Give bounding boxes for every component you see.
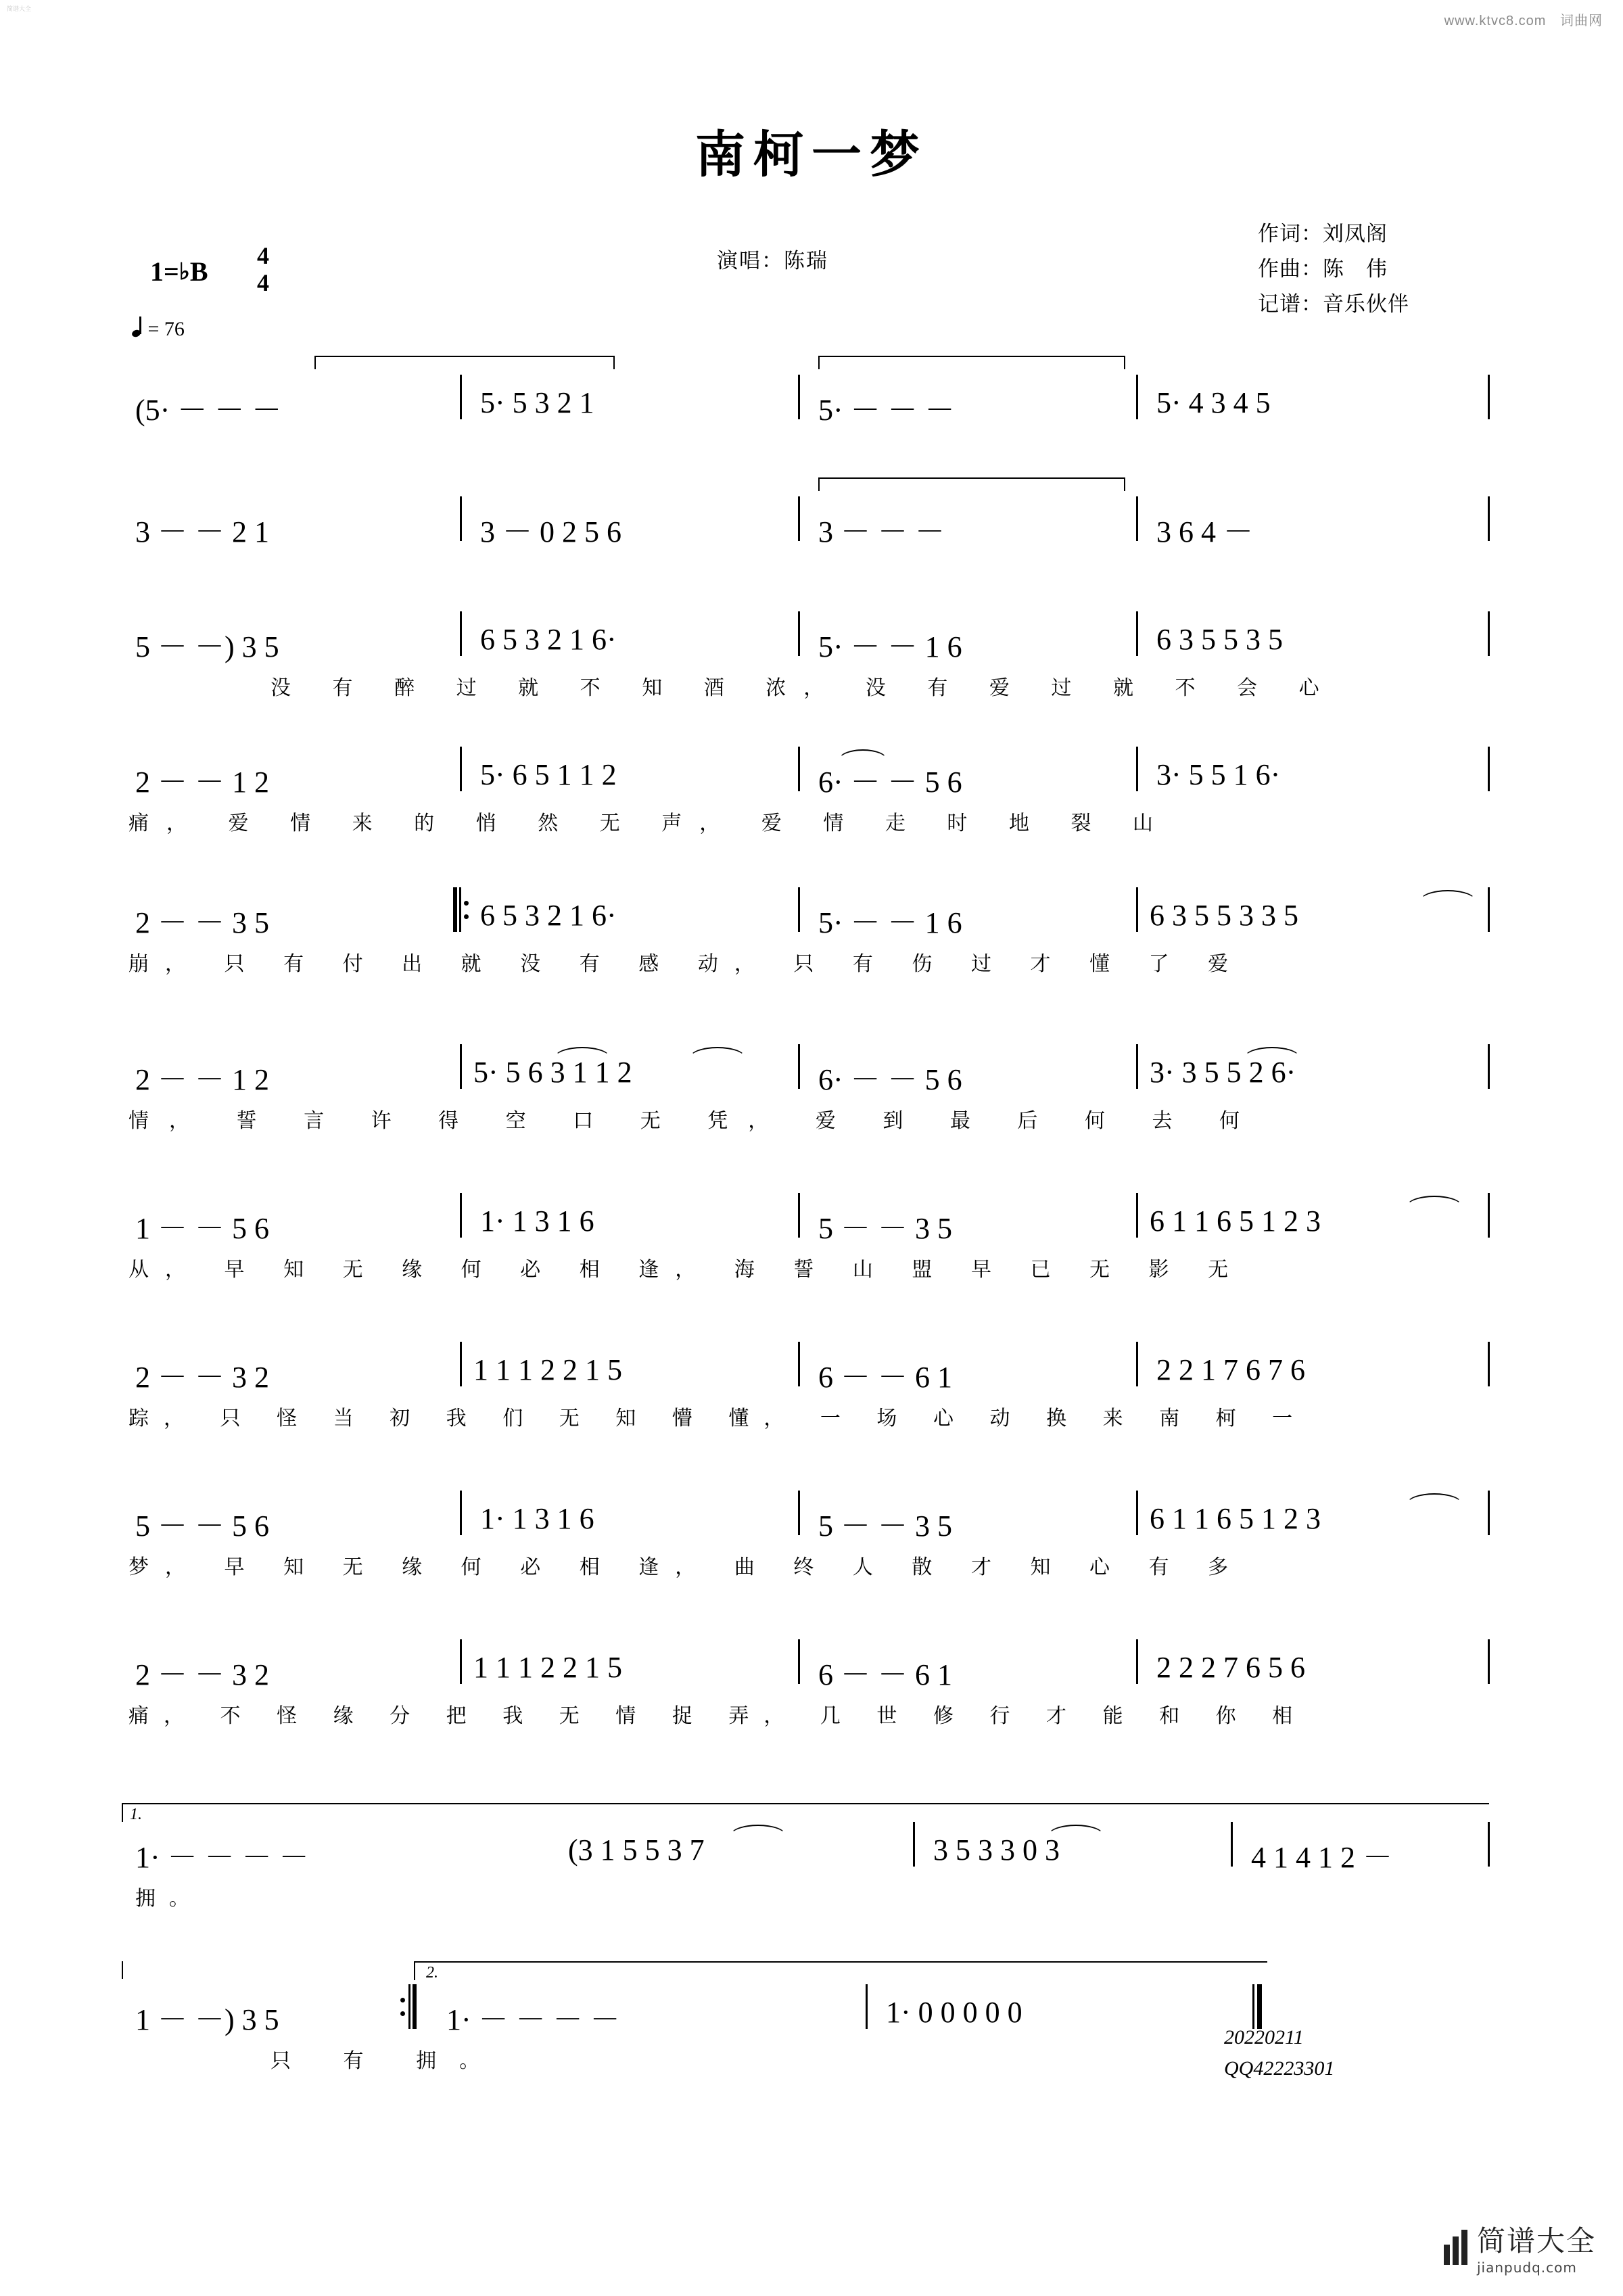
measure-notes: 5· 6 5 1 1 2	[480, 758, 617, 791]
system-4-lyrics	[122, 801, 1515, 835]
system-8-notes	[122, 1346, 1515, 1395]
barline	[460, 375, 462, 419]
system-7	[122, 1197, 1515, 1285]
measure-notes: 2 2 1 7 6 7 6	[1156, 1353, 1305, 1386]
barline	[1488, 747, 1490, 791]
measure-notes: 6 3 5 5 3 5	[1156, 623, 1283, 656]
measure-notes: 3 6 4 －	[1156, 515, 1253, 548]
lyric-line: 梦， 早 知 无 缘 何 必 相 逢， 曲 终 人 散 才 知 心 有 多	[128, 1555, 1245, 1579]
measure-notes: 3 5 3 3 0 3	[933, 1833, 1060, 1867]
watermark-site-cn: 词曲网	[1560, 14, 1603, 28]
footer-qq: QQ42223301	[1224, 2057, 1335, 2080]
credit-transcriber: 记谱：音乐伙伴	[1258, 292, 1409, 317]
lyric-line: 从， 早 知 无 缘 何 必 相 逢， 海 誓 山 盟 早 已 无 影 无	[128, 1258, 1245, 1282]
meter-numerator: 4	[257, 242, 269, 269]
barline	[460, 1491, 462, 1535]
barline	[798, 611, 800, 656]
brand-watermark	[1444, 2219, 1596, 2276]
measure-notes: 2 － － 3 5	[135, 906, 269, 939]
system-5-notes	[122, 891, 1515, 940]
measure-notes: 1 － － 5 6	[135, 1212, 269, 1245]
credits-block	[1258, 216, 1409, 322]
system-3-notes	[122, 615, 1515, 664]
measure-notes: 6· － － 5 6	[818, 766, 962, 799]
barline	[798, 1491, 800, 1535]
measure-notes: 3 － 0 2 5 6	[480, 515, 621, 548]
barline	[460, 747, 462, 791]
phrase-bracket	[818, 356, 1125, 369]
measure-notes: 1 1 1 2 2 1 5	[473, 1651, 622, 1684]
system-11	[122, 1806, 1515, 1914]
lyric-line: 没 有 醉 过 就 不 知 酒 浓， 没 有 爱 过 就 不 会 心	[270, 676, 1337, 700]
measure-notes: 5 － － 3 5	[818, 1212, 952, 1245]
meter-denominator: 4	[257, 269, 269, 296]
second-ending-bracket	[414, 1961, 1267, 1980]
measure-notes: 1· 1 3 1 6	[480, 1502, 594, 1535]
system-8	[122, 1346, 1515, 1434]
barline	[1488, 887, 1490, 932]
barline	[1136, 611, 1138, 656]
key-letter: B	[189, 256, 208, 287]
barline	[1136, 887, 1138, 932]
system-7-lyrics	[122, 1247, 1515, 1281]
barline	[1136, 1342, 1138, 1386]
measure-notes: 3 － － 2 1	[135, 515, 269, 548]
key-prefix: 1=	[150, 256, 179, 287]
brand-name-en: jianpudq.com	[1476, 2259, 1577, 2276]
system-5-lyrics	[122, 941, 1515, 975]
barline	[1488, 611, 1490, 656]
barline	[1488, 496, 1490, 541]
barline	[1488, 1193, 1490, 1238]
tempo-marking	[132, 318, 185, 341]
lyric-line: 痛， 不 怪 缘 分 把 我 无 情 捉 弄， 几 世 修 行 才 能 和 你 相	[128, 1704, 1308, 1728]
system-5	[122, 891, 1515, 979]
top-watermark	[1435, 9, 1603, 29]
singer-label: 演唱：陈瑞	[717, 249, 828, 273]
measure-notes: 1 － －) 3 5	[135, 2003, 279, 2036]
measure-notes: 5 － －) 3 5	[135, 630, 279, 663]
system-8-lyrics	[122, 1396, 1515, 1430]
measure-notes: 5· 4 3 4 5	[1156, 386, 1271, 419]
measure-notes: 5 － － 5 6	[135, 1509, 269, 1543]
measure-notes: 1· － － － －	[135, 1841, 309, 1874]
system-3-lyrics	[122, 665, 1515, 699]
measure-notes: 2 － － 3 2	[135, 1361, 269, 1394]
system-6-lyrics	[122, 1098, 1515, 1132]
lyric-line: 拥。	[135, 1887, 203, 1911]
system-1-notes	[122, 379, 1515, 427]
system-11-lyrics	[122, 1876, 1515, 1910]
barline	[1488, 375, 1490, 419]
first-ending-bracket	[122, 1803, 1489, 1822]
barline	[1136, 496, 1138, 541]
footer-date: 20220211	[1224, 2026, 1304, 2048]
watermark-site: www.ktvc8.com	[1444, 14, 1547, 28]
barline	[1488, 1342, 1490, 1386]
barline	[1488, 1491, 1490, 1535]
system-9	[122, 1495, 1515, 1583]
brand-bars-icon	[1444, 2230, 1470, 2265]
barline	[1488, 1639, 1490, 1684]
measure-notes: 6· － － 5 6	[818, 1063, 962, 1096]
measure-notes: 3· 5 5 1 6·	[1156, 758, 1281, 791]
corner-watermark: 简谱大全	[7, 5, 32, 12]
measure-notes: 5· 5 3 2 1	[480, 386, 594, 419]
barline	[460, 1044, 462, 1089]
barline	[798, 1044, 800, 1089]
system-1	[122, 379, 1515, 467]
measure-notes: 5· 5 6 3 1 1 2	[473, 1056, 632, 1089]
system-3	[122, 615, 1515, 703]
measure-notes: 6 － － 6 1	[818, 1361, 952, 1394]
measure-notes: 3· 3 5 5 2 6·	[1150, 1056, 1296, 1089]
system-10-lyrics	[122, 1693, 1515, 1727]
lyric-line: 踪， 只 怪 当 初 我 们 无 知 懵 懂， 一 场 心 动 换 来 南 柯 一	[128, 1407, 1308, 1430]
credit-lyricist: 作词：刘凤阁	[1258, 222, 1388, 246]
barline	[866, 1984, 868, 2029]
quarter-note-icon	[132, 318, 143, 338]
measure-notes: 3 － － －	[818, 515, 945, 548]
system-4	[122, 751, 1515, 839]
measure-notes: 5 － － 3 5	[818, 1509, 952, 1543]
barline	[460, 1639, 462, 1684]
barline	[798, 747, 800, 791]
measure-notes: 6 － － 6 1	[818, 1658, 952, 1691]
barline	[798, 1342, 800, 1386]
barline	[798, 1639, 800, 1684]
barline	[1136, 1193, 1138, 1238]
phrase-bracket	[818, 477, 1125, 491]
system-2	[122, 500, 1515, 588]
system-7-notes	[122, 1197, 1515, 1246]
barline	[1488, 1822, 1490, 1867]
system-10	[122, 1643, 1515, 1731]
measure-notes: 2 － － 3 2	[135, 1658, 269, 1691]
barline	[1136, 747, 1138, 791]
system-10-notes	[122, 1643, 1515, 1692]
measure-notes: (5· － － －	[135, 394, 282, 427]
measure-notes: 6 5 3 2 1 6·	[480, 623, 617, 656]
footer-identifiers	[1224, 2022, 1334, 2084]
barline	[1231, 1822, 1233, 1867]
ending-connector	[122, 1961, 415, 1979]
system-11-notes	[122, 1826, 1515, 1875]
barline	[1136, 1639, 1138, 1684]
system-4-notes	[122, 751, 1515, 799]
system-6-notes	[122, 1048, 1515, 1097]
measure-notes: 1· － － － －	[446, 2003, 620, 2036]
measure-notes: 1· 0 0 0 0 0	[886, 1996, 1022, 2029]
measure-notes: 5· － － －	[818, 394, 955, 427]
second-ending-label: 2.	[426, 1964, 438, 1982]
barline	[460, 1342, 462, 1386]
system-9-notes	[122, 1495, 1515, 1543]
barline	[460, 1193, 462, 1238]
barline	[460, 496, 462, 541]
barline	[460, 611, 462, 656]
flat-icon: ♭	[179, 260, 190, 285]
credit-composer: 作曲：陈 伟	[1258, 257, 1388, 281]
measure-notes: 2 － － 1 2	[135, 766, 269, 799]
brand-name-cn: 简谱大全	[1476, 2224, 1596, 2257]
page-title: 南柯一梦	[695, 126, 928, 184]
measure-notes: 6 1 1 6 5 1 2 3	[1150, 1502, 1321, 1535]
barline	[1136, 1491, 1138, 1535]
barline	[798, 375, 800, 419]
measure-notes: 6 1 1 6 5 1 2 3	[1150, 1204, 1321, 1238]
barline	[1488, 1044, 1490, 1089]
time-signature	[257, 242, 269, 296]
first-ending-label: 1.	[130, 1806, 142, 1823]
measure-notes: (3 1 5 5 3 7	[568, 1833, 705, 1867]
system-9-lyrics	[122, 1545, 1515, 1578]
lyric-line: 只 有 拥。	[270, 2049, 503, 2073]
barline	[1136, 1044, 1138, 1089]
lyric-line: 情， 誓 言 许 得 空 口 无 凭， 爱 到 最 后 何 去 何	[128, 1109, 1261, 1133]
barline	[798, 1193, 800, 1238]
barline	[798, 496, 800, 541]
barline	[1136, 375, 1138, 419]
phrase-bracket	[314, 356, 615, 369]
system-2-notes	[122, 500, 1515, 549]
measure-notes: 6 3 5 5 3 3 5	[1150, 899, 1298, 932]
measure-notes: 6 5 3 2 1 6·	[480, 899, 617, 932]
system-6	[122, 1048, 1515, 1136]
measure-notes: 1· 1 3 1 6	[480, 1204, 594, 1238]
barline	[913, 1822, 915, 1867]
key-signature	[150, 256, 208, 287]
tempo-value: = 76	[147, 318, 185, 340]
measure-notes: 4 1 4 1 2 －	[1251, 1841, 1392, 1874]
lyric-line: 崩， 只 有 付 出 就 没 有 感 动， 只 有 伤 过 才 懂 了 爱	[128, 952, 1245, 976]
measure-notes: 5· － － 1 6	[818, 630, 962, 663]
measure-notes: 5· － － 1 6	[818, 906, 962, 939]
lyric-line: 痛， 爱 情 来 的 悄 然 无 声， 爱 情 走 时 地 裂 山	[128, 812, 1171, 835]
measure-notes: 1 1 1 2 2 1 5	[473, 1353, 622, 1386]
measure-notes: 2 2 2 7 6 5 6	[1156, 1651, 1305, 1684]
barline	[798, 887, 800, 932]
measure-notes: 2 － － 1 2	[135, 1063, 269, 1096]
